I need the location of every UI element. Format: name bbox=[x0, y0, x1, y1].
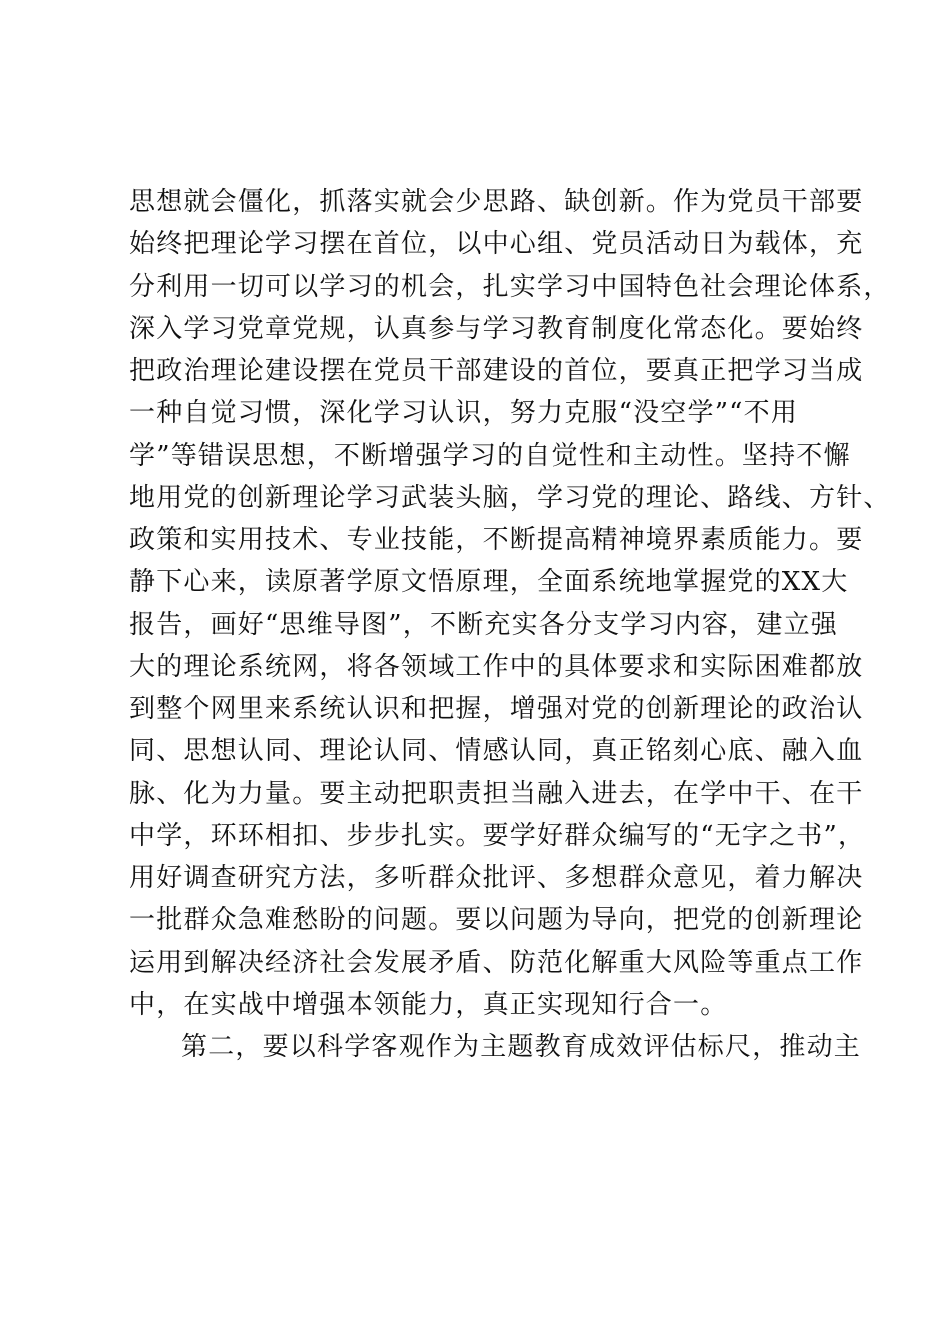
text-line: 学”等错误思想，不断增强学习的自觉性和主动性。坚持不懈 bbox=[129, 440, 851, 471]
text-line: 运用到解决经济社会发展矛盾、防范化解重大风险等重点工作 bbox=[129, 947, 864, 978]
text-line: 把政治理论建设摆在党员干部建设的首位，要真正把学习当成 bbox=[129, 356, 864, 386]
text-line: 深入学习党章党规，认真参与学习教育制度化常态化。要始终 bbox=[129, 313, 864, 344]
text-line: 静下心来，读原著学原文悟原理，全面系统地掌握党的XX大 bbox=[129, 567, 849, 598]
text-line: 思想就会僵化，抓落实就会少思路、缺创新。作为党员干部要 bbox=[129, 187, 864, 217]
text-line: 分利用一切可以学习的机会，扎实学习中国特色社会理论体系， bbox=[129, 271, 891, 302]
text-line: 大的理论系统网，将各领域工作中的具体要求和实际困难都放 bbox=[129, 651, 864, 682]
text-line: 中，在实战中增强本领能力，真正实现知行合一。 bbox=[129, 989, 728, 1020]
text-line: 用好调查研究方法，多听群众批评、多想群众意见，着力解决 bbox=[129, 863, 864, 893]
paragraph-start-line: 第二，要以科学客观作为主题教育成效评估标尺，推动主 bbox=[181, 1032, 862, 1062]
body-text bbox=[129, 181, 891, 1068]
text-line: 同、思想认同、理论认同、情感认同，真正铭刻心底、融入血 bbox=[129, 736, 864, 767]
text-line: 一批群众急难愁盼的问题。要以问题为导向，把党的创新理论 bbox=[129, 905, 864, 936]
text-line: 一种自觉习惯，深化学习认识，努力克服“没空学”“不用 bbox=[129, 398, 799, 429]
text-line: 到整个网里来系统认识和把握，增强对党的创新理论的政治认 bbox=[129, 694, 864, 724]
text-line: 始终把理论学习摆在首位，以中心组、党员活动日为载体，充 bbox=[129, 229, 864, 260]
text-line: 地用党的创新理论学习武装头脑，学习党的理论、路线、方针、 bbox=[129, 482, 891, 513]
text-line: 报告，画好“思维导图”，不断充实各分支学习内容，建立强 bbox=[129, 609, 838, 640]
text-line: 中学，环环相扣、步步扎实。要学好群众编写的“无字之书”， bbox=[129, 820, 866, 851]
text-line: 政策和实用技术、专业技能，不断提高精神境界素质能力。要 bbox=[129, 525, 864, 555]
text-line: 脉、化为力量。要主动把职责担当融入进去，在学中干、在干 bbox=[129, 778, 864, 809]
